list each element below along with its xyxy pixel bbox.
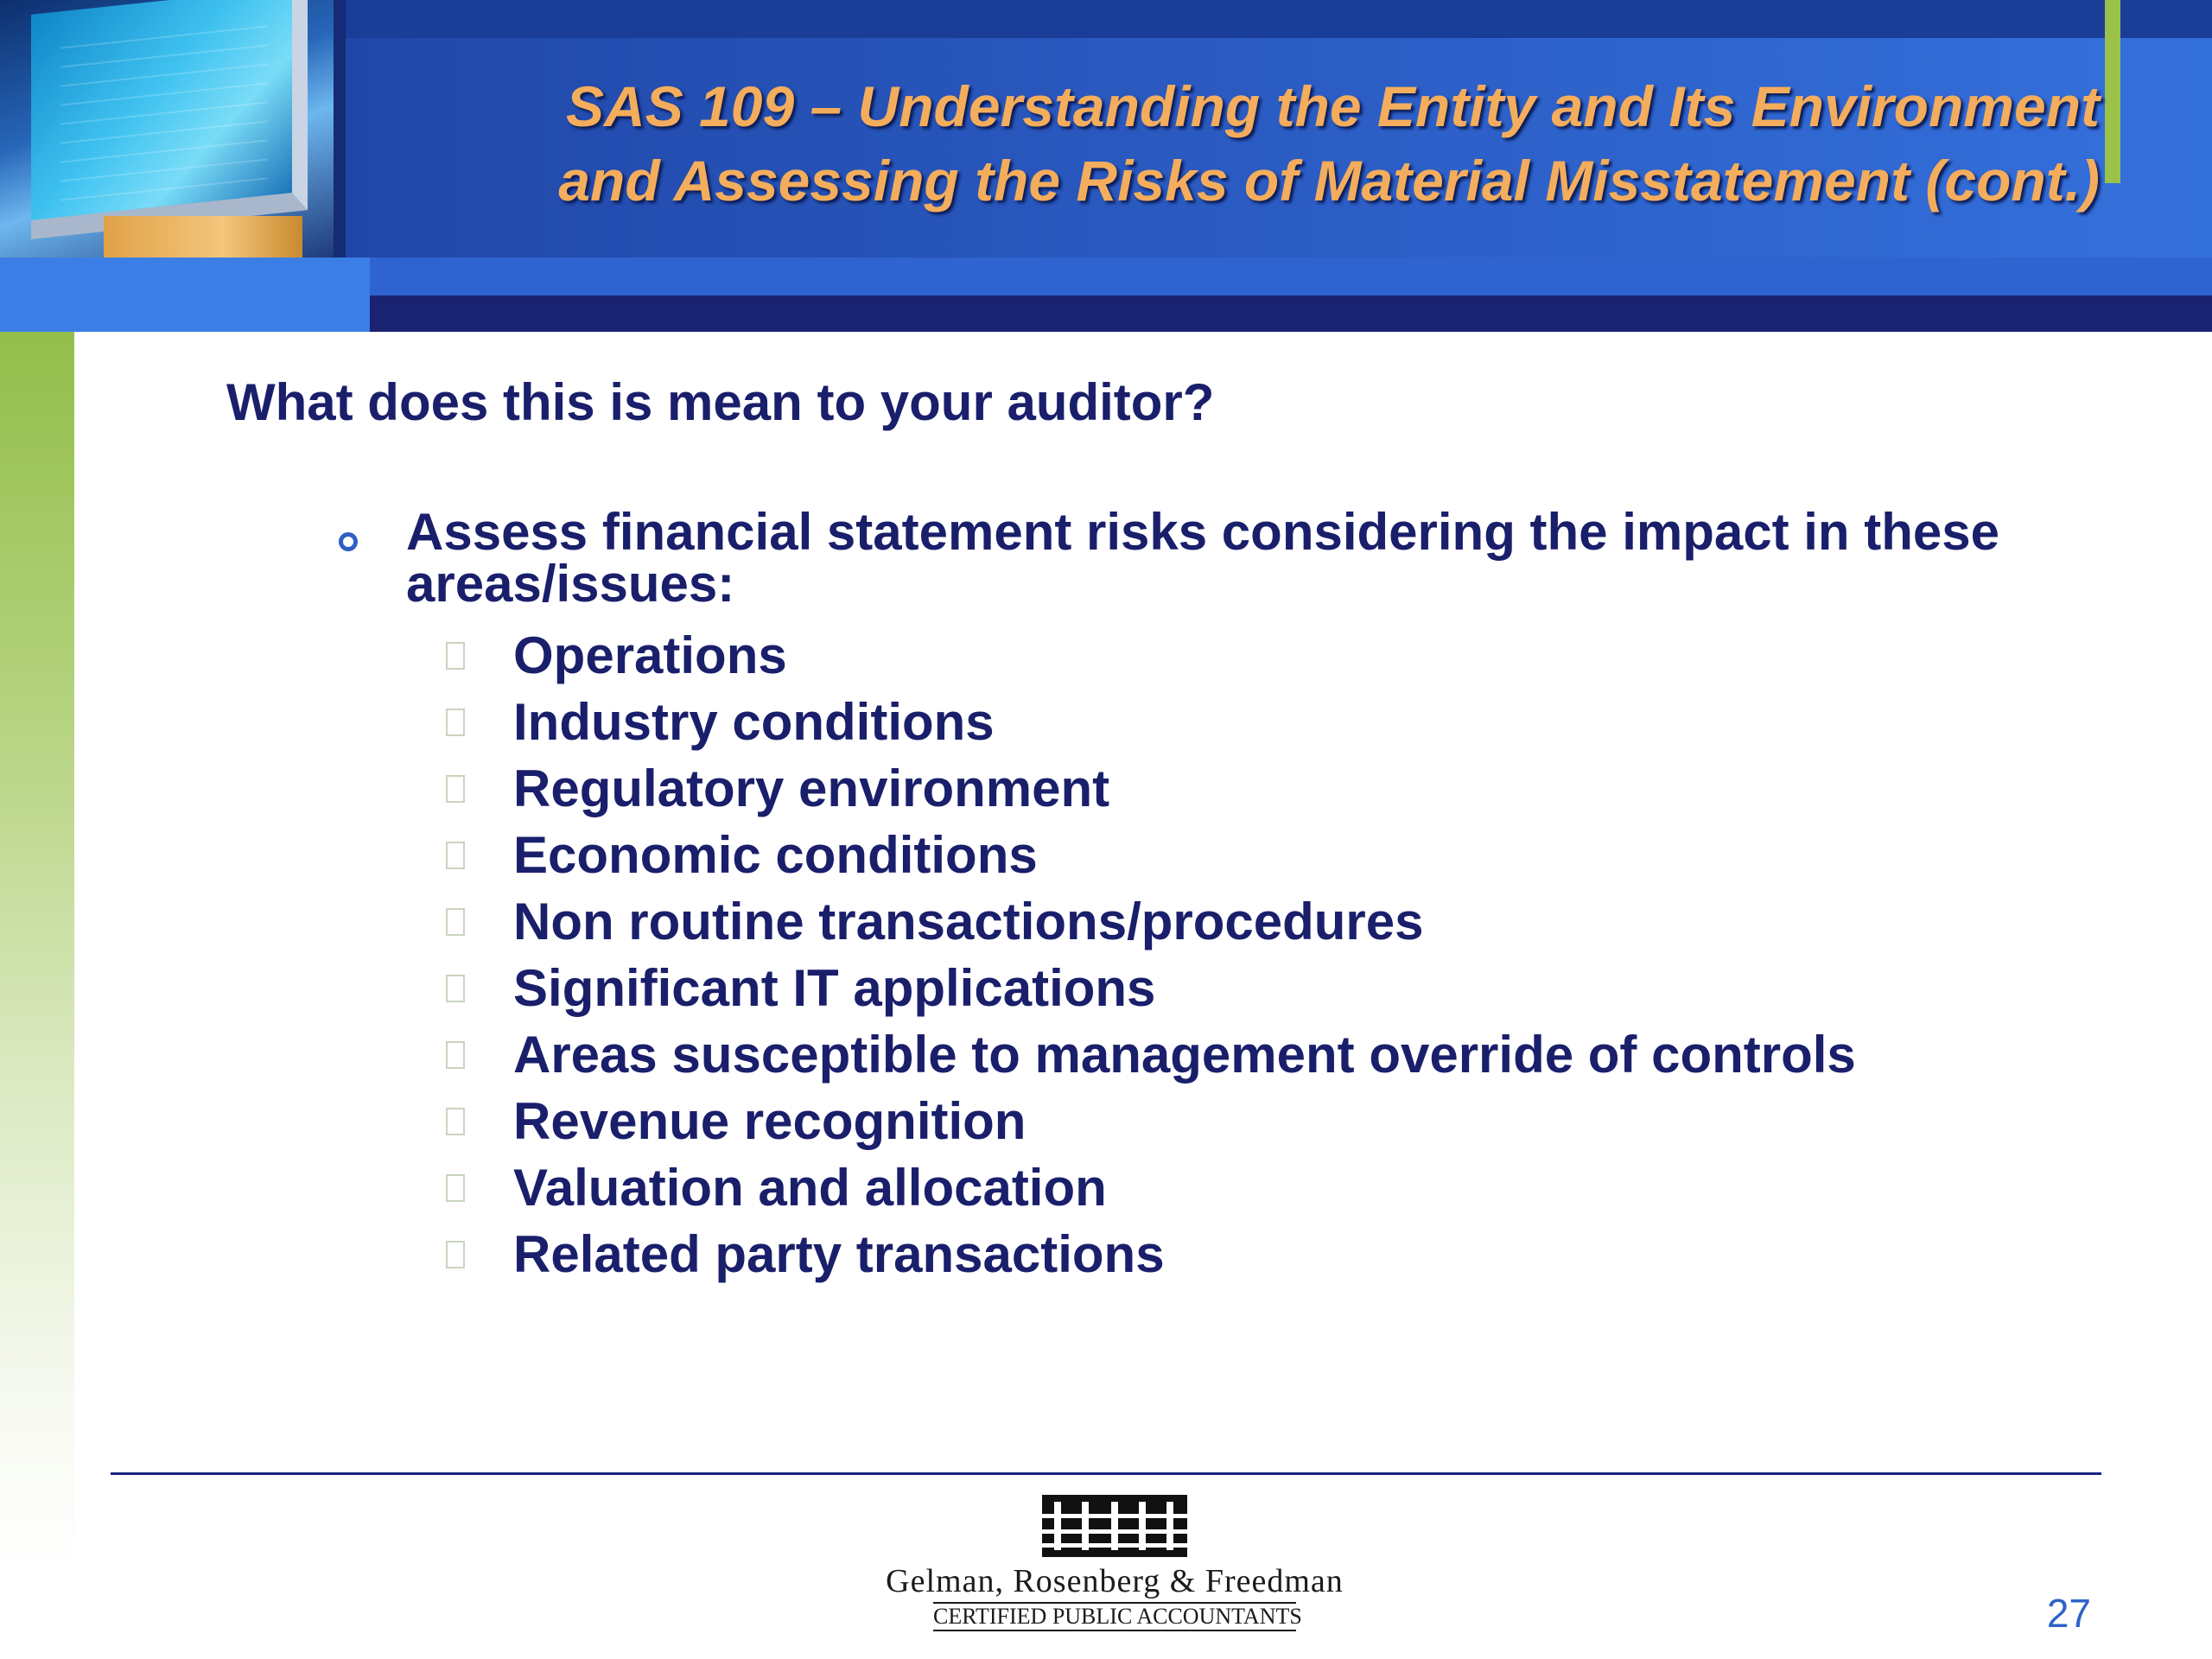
abacus-bar: [1139, 1502, 1146, 1550]
list-item-label: Related party transactions: [513, 1224, 1165, 1283]
checkbox-bullet-icon: [446, 1041, 465, 1069]
computer-monitor-photo: [0, 0, 334, 257]
checkbox-bullet-icon: [446, 1108, 465, 1135]
main-bullet-text: Assess financial statement risks considering the impact in these areas/issues:: [406, 503, 1999, 613]
list-item-label: Industry conditions: [513, 692, 995, 751]
sub-bullet-list: [446, 622, 1856, 1287]
checkbox-bullet-icon: [446, 842, 465, 869]
list-item: [446, 622, 1856, 689]
abacus-bar: [1054, 1502, 1061, 1550]
header-bottom-strip: [370, 296, 2212, 332]
question-heading: What does this is mean to your auditor?: [226, 373, 1215, 431]
checkbox-bullet-icon: [446, 1241, 465, 1268]
slide-title: [372, 69, 2100, 218]
checkbox-bullet-icon: [446, 709, 465, 736]
desk-glow: [104, 216, 302, 257]
slide-title-line-2: and Assessing the Risks of Material Misstatement (cont.): [558, 149, 2100, 213]
list-item: [446, 1088, 1856, 1154]
page-number: 27: [2046, 1591, 2091, 1636]
monitor-screen-lines: [60, 23, 268, 200]
list-item-label: Regulatory environment: [513, 759, 1110, 817]
header-top-strip: [346, 0, 2212, 38]
slide-title-line-1: SAS 109 – Understanding the Entity and Its Environment: [566, 74, 2100, 138]
abacus-logo-icon: [1042, 1495, 1187, 1557]
checkbox-bullet-icon: [446, 975, 465, 1002]
green-accent-bar: [2105, 0, 2120, 183]
list-item-label: Significant IT applications: [513, 958, 1156, 1017]
checkbox-bullet-icon: [446, 775, 465, 803]
checkbox-bullet-icon: [446, 642, 465, 670]
abacus-bar: [1082, 1502, 1089, 1550]
list-item: [446, 1154, 1856, 1221]
list-item: [446, 955, 1856, 1021]
list-item-label: Revenue recognition: [513, 1091, 1027, 1150]
list-item-label: Economic conditions: [513, 825, 1038, 884]
list-item-label: Areas susceptible to management override of controls: [513, 1025, 1856, 1084]
list-item: [446, 689, 1856, 755]
circle-bullet-icon: [339, 532, 358, 551]
list-item-label: Non routine transactions/procedures: [513, 892, 1424, 950]
left-gradient-bar: [0, 332, 74, 1573]
list-item-label: Valuation and allocation: [513, 1158, 1107, 1217]
abacus-bar: [1111, 1502, 1118, 1550]
abacus-bar: [1166, 1502, 1173, 1550]
list-item: [446, 1221, 1856, 1287]
checkbox-bullet-icon: [446, 1174, 465, 1202]
checkbox-bullet-icon: [446, 908, 465, 936]
firm-name: Gelman, Rosenberg & Freedman: [886, 1563, 1344, 1599]
header-band: [0, 0, 2212, 332]
list-item: [446, 1021, 1856, 1088]
footer-divider: [111, 1472, 2101, 1475]
photo-divider: [334, 0, 346, 257]
list-item: [446, 755, 1856, 822]
list-item: [446, 822, 1856, 888]
list-item: [446, 888, 1856, 955]
list-item-label: Operations: [513, 626, 787, 684]
header-left-block: [0, 257, 370, 332]
firm-subtitle: CERTIFIED PUBLIC ACCOUNTANTS: [933, 1602, 1296, 1631]
